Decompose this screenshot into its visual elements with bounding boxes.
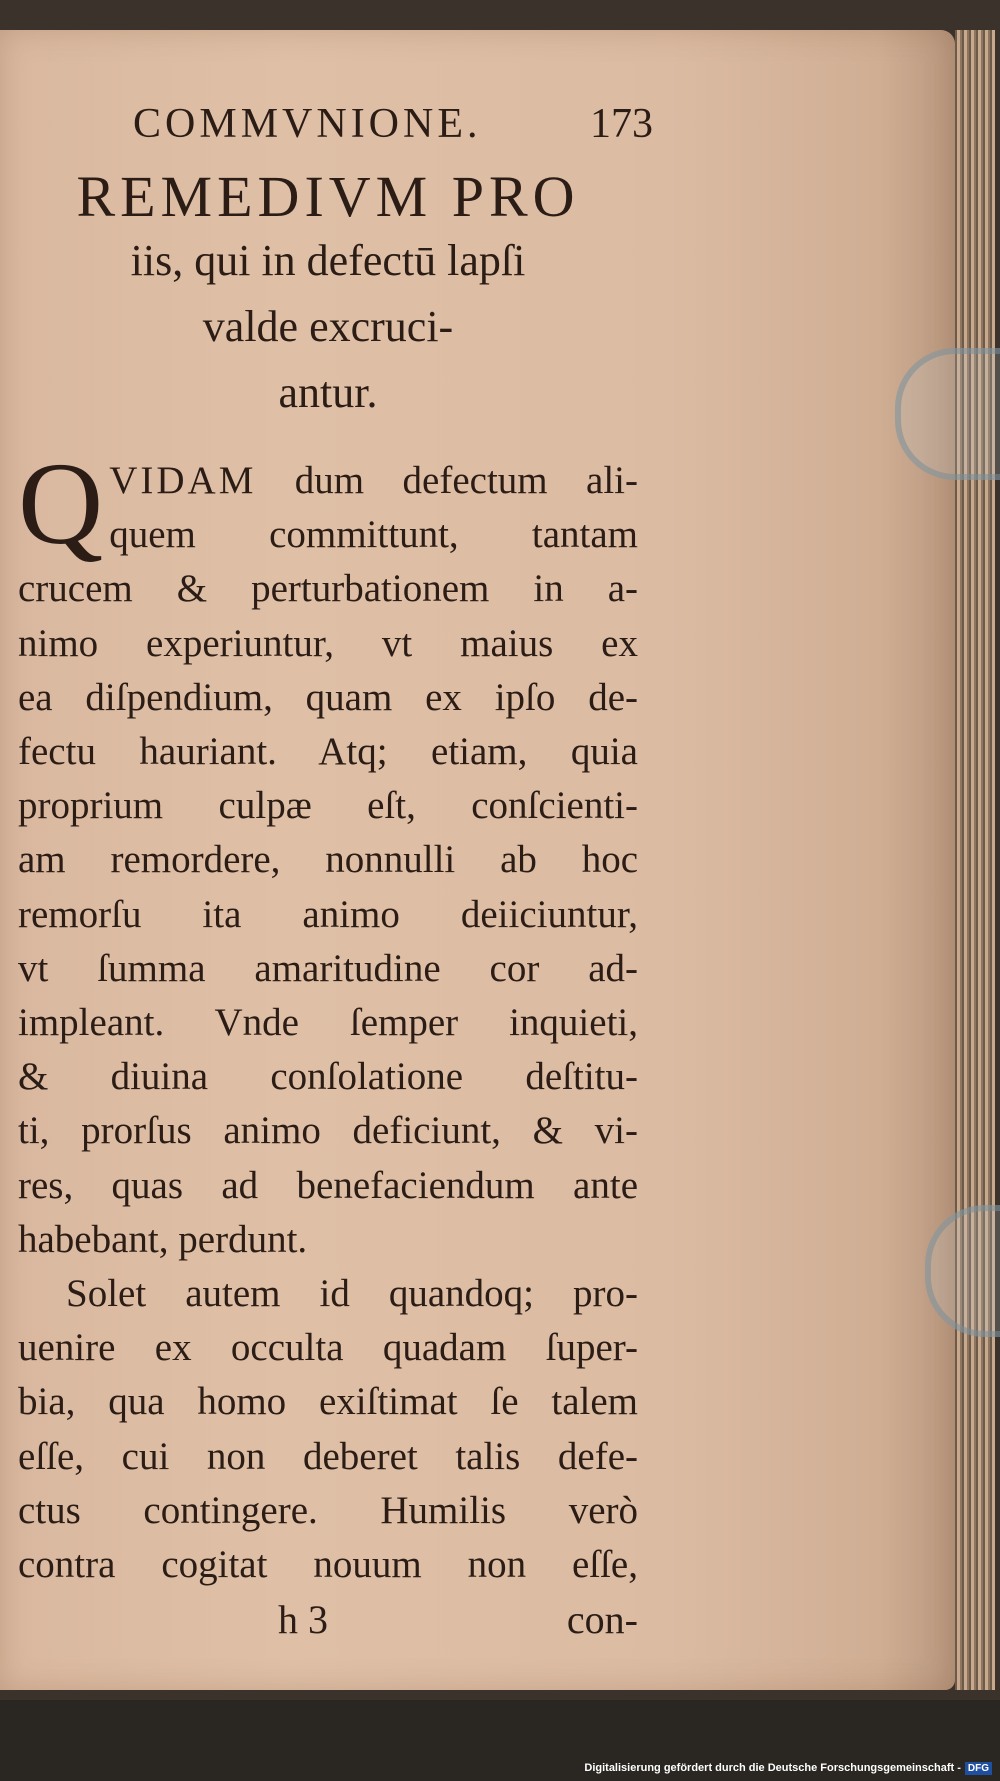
text-line: eſſe, cui non deberet talis defe- [18,1434,638,1478]
dfg-logo: DFG [965,1762,992,1775]
text-line: contra cogitat nouum non eſſe, [18,1543,638,1587]
text-line: bia, qua homo exiſtimat ſe talem [18,1380,638,1424]
text-line: & diuina conſolatione deſtitu- [18,1055,638,1099]
text-line: nimo experiuntur, vt maius ex [18,621,638,665]
text-line: VIDAM dum defectum ali- [109,459,638,502]
section-title: REMEDIVM PRO [76,164,580,229]
text-line: impleant. Vnde ſemper inquieti, [18,1001,638,1045]
paragraph-1 [18,438,638,1267]
page-text [18,100,653,1643]
subtitle-line: iis, qui in defectū lapſi [130,236,526,285]
page-edges [955,30,995,1690]
catchword: con- [566,1597,638,1643]
text-line: uenire ex occulta quadam ſuper- [18,1326,638,1370]
text-line: ctus contingere. Humilis verò [18,1488,638,1532]
body-text [18,438,638,1592]
signature-mark: h 3 [278,1597,328,1643]
text-line: ti, prorſus animo deficiunt, & vi- [18,1109,638,1153]
text-line: crucem & perturbationem in a- [18,567,638,611]
text-line: am remordere, nonnulli ab hoc [18,838,638,882]
text-line: ea diſpendium, quam ex ipſo de- [18,675,638,719]
text-line: remorſu ita animo deiiciuntur, [18,892,638,936]
running-header [133,100,653,148]
text-line: habebant, perdunt. [18,1217,308,1261]
section-subtitle [18,228,638,426]
digitization-credit [584,1762,992,1775]
running-title: COMMVNIONE. [133,101,482,147]
first-word: VIDAM [109,459,257,502]
text-line: Solet autem id quandoq; pro- [66,1272,638,1316]
paragraph-2 [18,1267,638,1592]
text-line: res, quas ad benefaciendum ante [18,1163,638,1207]
drop-initial: Q [18,438,104,569]
subtitle-line: valde excruci- [202,302,454,351]
page-footer [18,1596,638,1643]
text-line: vt ſumma amaritudine cor ad- [18,946,638,990]
text-line: fectu hauriant. Atq; etiam, quia [18,730,638,774]
credit-text: Digitalisierung gefördert durch die Deutsche Forschungsgemeinschaft - [584,1762,961,1774]
text-line: quem committunt, tantam [109,513,638,557]
text-line: proprium culpæ eſt, conſcienti- [18,784,638,828]
page-clip-top [895,348,1000,480]
folio-number: 173 [590,101,653,147]
subtitle-line: antur. [278,368,378,417]
